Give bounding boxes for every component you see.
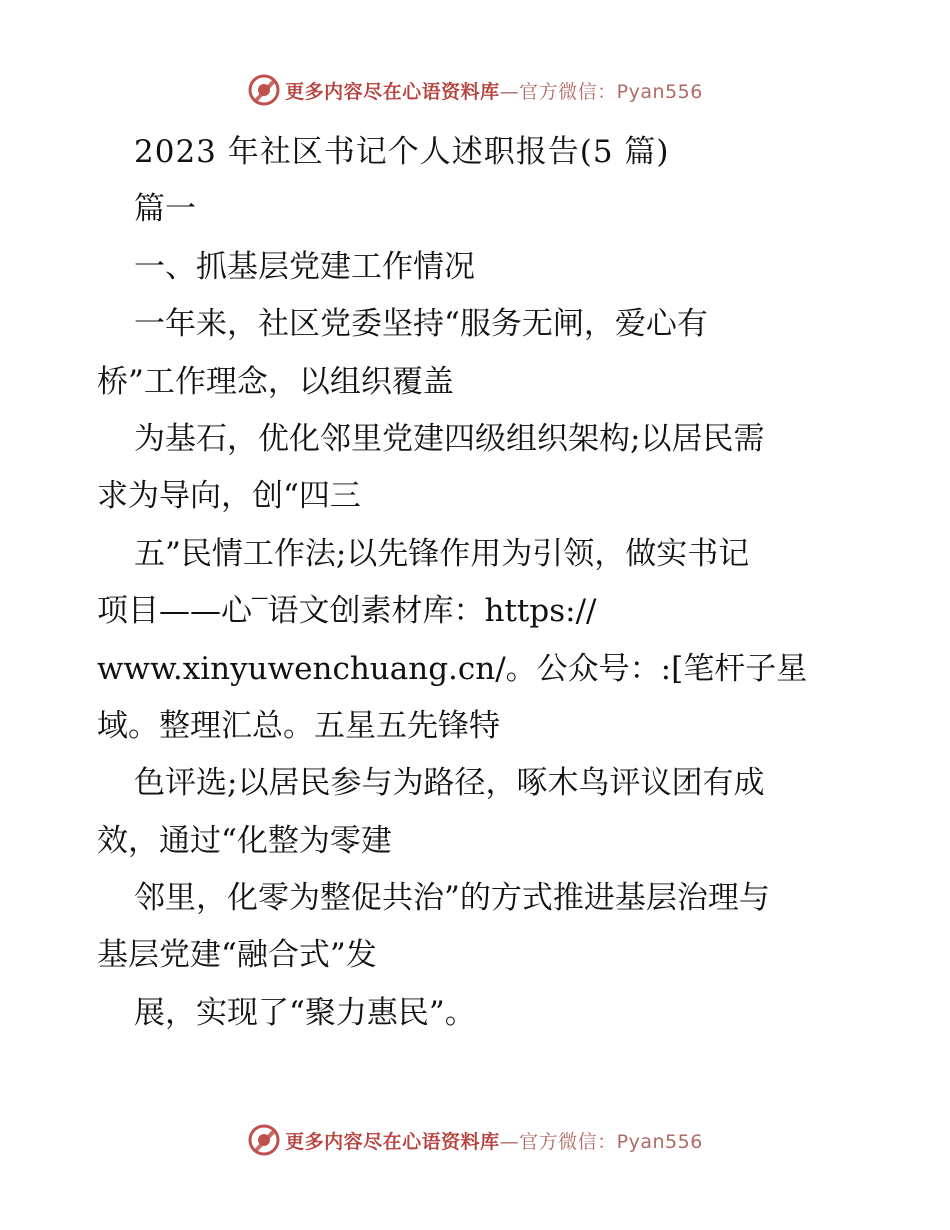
header-watermark-sub: —官方微信：Pyan556 (499, 80, 703, 103)
section-heading: 一、抓基层党建工作情况 (134, 248, 475, 285)
quill-logo-icon (247, 73, 281, 107)
footer-watermark-text (285, 1127, 703, 1154)
document-body (0, 124, 950, 1042)
paragraph-line: 展，实现了“聚力惠民”。 (134, 994, 476, 1031)
paragraph-line: 色评选;以居民参与为路径，啄木鸟评议团有成 (134, 765, 765, 802)
header-watermark-text (285, 77, 703, 104)
paragraph-line: 为基石，优化邻里党建四级组织架构;以居民需 (134, 420, 765, 457)
document-title: 2023 年社区书记个人述职报告(5 篇) (134, 134, 670, 170)
paragraph-line: 域。整理汇总。五星五先锋特 (97, 707, 500, 744)
paragraph-line: www.xinyuwenchuang.cn/。公众号：:[笔杆子星 (97, 650, 808, 687)
header-watermark-banner (0, 70, 950, 110)
paragraph-line: 一年来，社区党委坚持“服务无闸，爱心有 (134, 306, 708, 343)
paragraph-line: 五”民情工作法;以先锋作用为引领，做实书记 (134, 535, 750, 572)
quill-logo-icon (247, 1123, 281, 1157)
paragraph-line: 桥”工作理念，以组织覆盖 (97, 363, 454, 400)
paragraph-line: 篇一 (134, 191, 196, 228)
paragraph-line: 项目——心‾语文创素材库：https:// (97, 593, 597, 630)
paragraph-line: 求为导向，创“四三 (97, 478, 361, 515)
footer-watermark-banner (0, 1120, 950, 1160)
paragraph-line: 效，通过“化整为零建 (97, 822, 392, 859)
footer-watermark-main: 更多内容尽在心语资料库 (285, 1130, 500, 1153)
header-watermark-main: 更多内容尽在心语资料库 (285, 80, 500, 103)
paragraph-line: 邻里，化零为整促共治”的方式推进基层治理与 (134, 880, 770, 917)
paragraph-line: 基层党建“融合式”发 (97, 937, 377, 974)
footer-watermark-sub: —官方微信：Pyan556 (499, 1130, 703, 1153)
